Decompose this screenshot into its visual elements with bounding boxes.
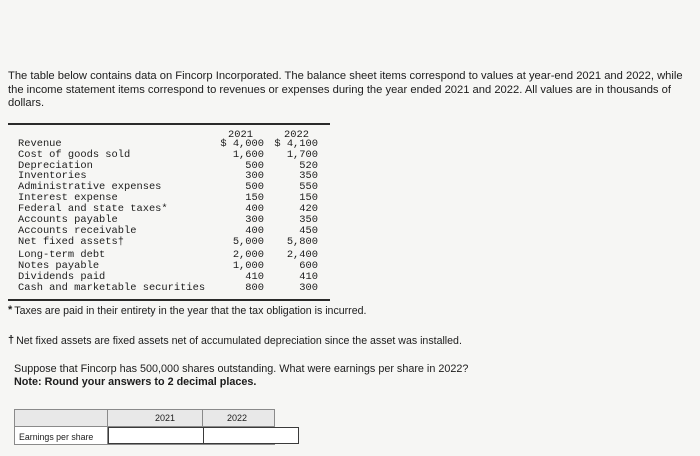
value-2021: 400 [245, 203, 264, 215]
value-2021: 300 [245, 214, 264, 226]
value-2022: 2,400 [286, 249, 318, 261]
answer-table [14, 409, 275, 445]
row-label: Dividends paid [18, 271, 106, 283]
net-fixed-assets-footnote: † Net fixed assets are fixed assets net of accumulated depreciation since the asset was installed. [8, 334, 462, 347]
value-2021: 150 [245, 192, 264, 204]
financial-data-table [8, 123, 330, 301]
value-2022: 150 [299, 192, 318, 204]
row-label: Inventories [18, 170, 87, 182]
intro-paragraph: The table below contains data on Fincorp Incorporated. The balance sheet items correspond to values at year-end 2021 and 2022, while the income statement items correspond to revenues or expenses during the year ended 2021 and 2022. All values are in thousands of dollars. [8, 70, 683, 110]
value-2021: 410 [245, 271, 264, 283]
question-text: Suppose that Fincorp has 500,000 shares outstanding. What were earnings per share in 2022? [14, 363, 469, 375]
row-label: Accounts payable [18, 214, 118, 226]
value-2022: 550 [299, 181, 318, 193]
answer-col-2021: 2021 [155, 413, 176, 423]
value-2022: 350 [299, 214, 318, 226]
asterisk-mark: * [8, 304, 13, 316]
rounding-note: Note: Round your answers to 2 decimal places. [14, 376, 257, 388]
row-label: Depreciation [18, 160, 93, 172]
row-label: Notes payable [18, 260, 100, 272]
value-2022: 300 [299, 282, 318, 294]
value-2022: 420 [299, 203, 318, 215]
table-row [8, 237, 330, 248]
value-2021: $ 4,000 [220, 138, 264, 150]
row-label: Long-term debt [18, 249, 106, 261]
value-2022: 600 [299, 260, 318, 272]
row-label: Net fixed assets† [18, 236, 125, 248]
row-label: Federal and state taxes* [18, 203, 168, 215]
value-2021: 1,600 [232, 149, 264, 161]
row-label: Administrative expenses [18, 181, 162, 193]
row-label: Accounts receivable [18, 225, 137, 237]
row-label: Cost of goods sold [18, 149, 131, 161]
value-2021: 300 [245, 170, 264, 182]
value-2021: 500 [245, 160, 264, 172]
value-2022: 410 [299, 271, 318, 283]
value-2022: 450 [299, 225, 318, 237]
value-2022: 5,800 [286, 236, 318, 248]
year-2022-header: 2022 [284, 129, 309, 141]
row-label: Interest expense [18, 192, 118, 204]
value-2021: 500 [245, 181, 264, 193]
year-2021-header: 2021 [228, 129, 253, 141]
dagger-mark: † [8, 334, 15, 346]
value-2022: 520 [299, 160, 318, 172]
eps-2021-input[interactable] [108, 427, 204, 444]
value-2022: $ 4,100 [274, 138, 318, 150]
value-2021: 1,000 [232, 260, 264, 272]
question-block [14, 363, 468, 389]
eps-row-label: Earnings per share [19, 432, 94, 442]
tax-footnote: * Taxes are paid in their entirety in the year that the tax obligation is incurred. [8, 304, 367, 317]
value-2021: 5,000 [232, 236, 264, 248]
answer-col-2022: 2022 [227, 413, 248, 423]
row-label: Revenue [18, 138, 62, 150]
value-2021: 800 [245, 282, 264, 294]
value-2021: 2,000 [232, 249, 264, 261]
value-2021: 400 [245, 225, 264, 237]
value-2022: 350 [299, 170, 318, 182]
value-2022: 1,700 [286, 149, 318, 161]
table-row [8, 283, 330, 294]
row-label: Cash and marketable securities [18, 282, 206, 294]
eps-2022-input[interactable] [203, 427, 299, 444]
